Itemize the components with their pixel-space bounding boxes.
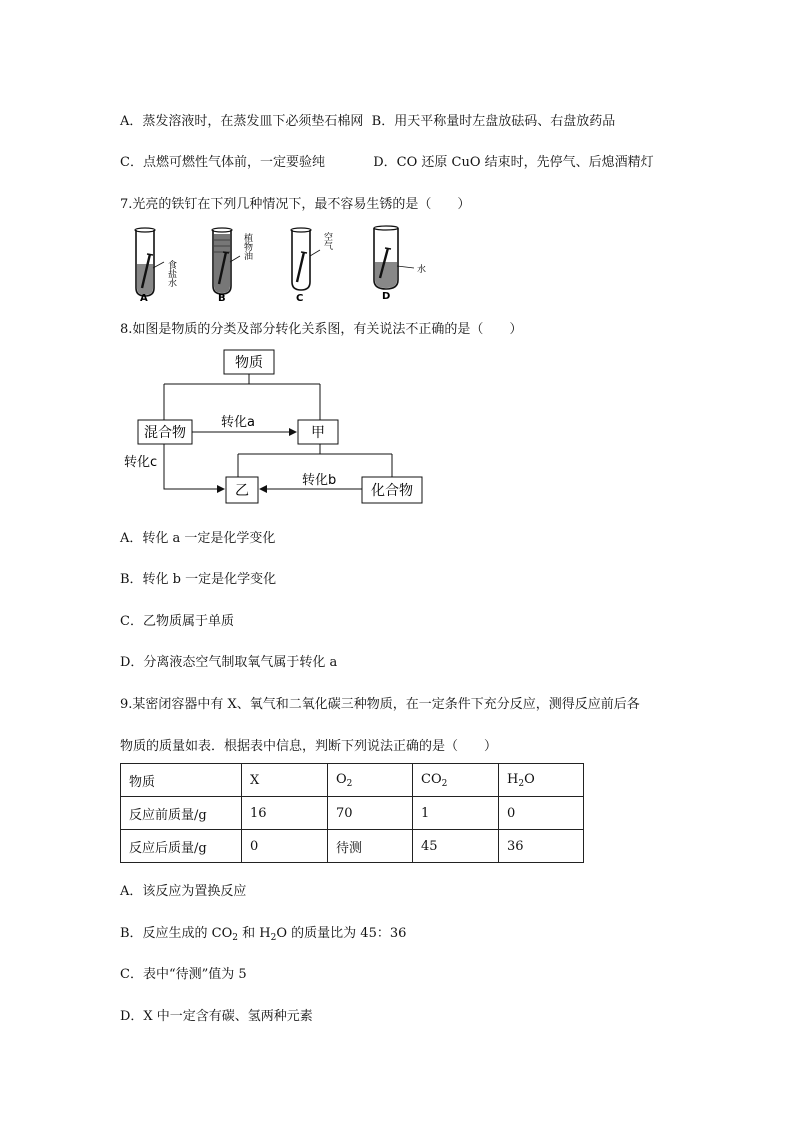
table-cell: 反应后质量/g bbox=[121, 830, 242, 863]
tube-b-letter: B bbox=[218, 293, 226, 304]
tube-b-label-1: 植 bbox=[244, 234, 254, 244]
q9-option-b: B．反应生成的 $CO_2$ 和 $H_2O$ 的质量比为 45：36 bbox=[120, 926, 407, 943]
label-conversion-a: 转化a bbox=[221, 415, 255, 430]
table-header-cell: $CO_2$ bbox=[413, 764, 499, 797]
q6-option-ab-row bbox=[120, 110, 615, 129]
q9-stem-line-1: 9.某密闭容器中有 X、氧气和二氧化碳三种物质，在一定条件下充分反应，测得反应前后各 bbox=[120, 697, 640, 712]
q9-option-a: A．该反应为置换反应 bbox=[120, 884, 247, 899]
q6-option-b: B．用天平称量时左盘放砝码、右盘放药品 bbox=[371, 114, 616, 129]
test-tube-b bbox=[212, 228, 253, 304]
q9-option-d: D．X 中一定含有碳、氢两种元素 bbox=[120, 1009, 313, 1024]
tube-a-label-3: 水 bbox=[168, 279, 178, 289]
tube-c-letter: C bbox=[296, 293, 304, 304]
box-compound-label: 化合物 bbox=[371, 483, 413, 499]
table-cell: 45 bbox=[413, 830, 499, 863]
q9-option-c: C．表中“待测”值为 5 bbox=[120, 967, 247, 982]
table-header-cell: 物质 bbox=[121, 764, 242, 797]
table-cell: 16 bbox=[242, 797, 328, 830]
table-header-cell: X bbox=[242, 764, 328, 797]
table-cell: 待测 bbox=[328, 830, 413, 863]
q9-stem-line-2: 物质的质量如表．根据表中信息，判断下列说法正确的是（ ） bbox=[120, 739, 498, 754]
q8-option-d: D．分离液态空气制取氧气属于转化 a bbox=[120, 655, 338, 670]
q8-stem: 8.如图是物质的分类及部分转化关系图，有关说法不正确的是（ ） bbox=[120, 322, 523, 337]
tube-a-label-2: 盐 bbox=[168, 270, 178, 280]
table-cell: 反应前质量/g bbox=[121, 797, 242, 830]
arrow-conversion-c bbox=[164, 444, 224, 489]
q6-option-cd-row bbox=[120, 151, 654, 170]
box-yi-label: 乙 bbox=[235, 483, 249, 499]
table-cell: 0 bbox=[499, 797, 584, 830]
box-mixture-label: 混合物 bbox=[144, 425, 186, 441]
q8-option-c: C．乙物质属于单质 bbox=[120, 614, 234, 629]
q6-option-a: A．蒸发溶液时，在蒸发皿下必须垫石棉网 bbox=[120, 114, 364, 129]
q8-classification-diagram bbox=[120, 345, 440, 513]
q8-option-a: A．转化 a 一定是化学变化 bbox=[120, 531, 276, 546]
q7-stem: 7.光亮的铁钉在下列几种情况下，最不容易生锈的是（ ） bbox=[120, 197, 471, 212]
tube-c-label-2: 气 bbox=[324, 242, 334, 252]
label-conversion-c: 转化c bbox=[124, 455, 158, 470]
table-cell: 1 bbox=[413, 797, 499, 830]
box-jia-label: 甲 bbox=[311, 425, 325, 441]
table-header-cell: $O_2$ bbox=[328, 764, 413, 797]
tube-b-label-3: 油 bbox=[244, 252, 254, 262]
test-tube-a bbox=[135, 228, 177, 304]
table-cell: 70 bbox=[328, 797, 413, 830]
table-cell: 0 bbox=[242, 830, 328, 863]
q8-option-b: B．转化 b 一定是化学变化 bbox=[120, 572, 277, 587]
table-header-row bbox=[121, 764, 584, 797]
table-header-cell: $H_2O$ bbox=[499, 764, 584, 797]
tube-a-label-1: 食 bbox=[168, 261, 178, 271]
table-row bbox=[121, 797, 584, 830]
q9-mass-table bbox=[120, 763, 584, 863]
table-row bbox=[121, 830, 584, 863]
q6-option-c: C．点燃可燃性气体前，一定要验纯 bbox=[120, 155, 325, 170]
tube-d-letter: D bbox=[382, 291, 391, 302]
table-cell: 36 bbox=[499, 830, 584, 863]
q7-test-tube-figure bbox=[120, 222, 450, 304]
tube-b-label-2: 物 bbox=[244, 243, 254, 253]
q6-option-d: D．CO 还原 CuO 结束时，先停气、后熄酒精灯 bbox=[373, 155, 654, 170]
tube-d-label-1: 水 bbox=[417, 265, 427, 275]
test-tube-d bbox=[374, 226, 426, 302]
tube-c-label-1: 空 bbox=[324, 233, 334, 243]
box-substance-label: 物质 bbox=[235, 355, 263, 371]
nail-icon bbox=[297, 252, 304, 282]
test-tube-c bbox=[291, 228, 333, 304]
tube-a-letter: A bbox=[140, 293, 148, 304]
label-conversion-b: 转化b bbox=[302, 473, 337, 488]
